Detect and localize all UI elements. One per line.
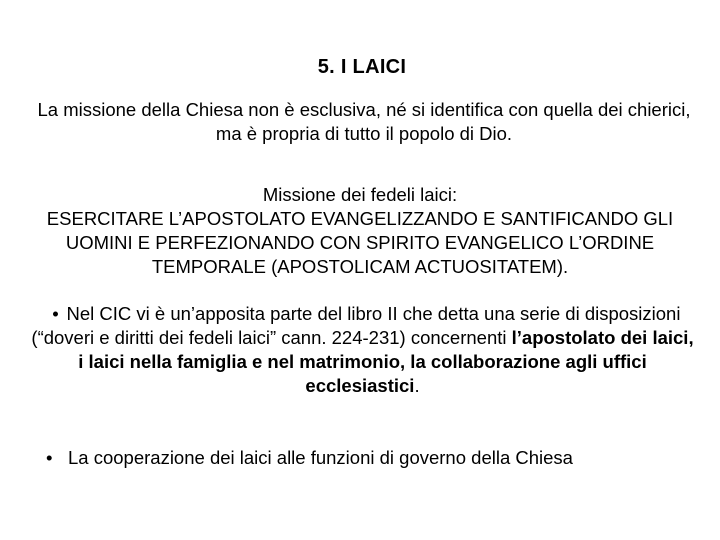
slide-title-text: 5. I LAICI <box>317 56 407 78</box>
bullet-icon: • <box>46 447 53 468</box>
bullet-icon: • <box>52 303 59 324</box>
bullet-cic-end: . <box>414 375 420 396</box>
slide-title <box>0 56 720 79</box>
intro-paragraph: La missione della Chiesa non è esclusiva, né si identifica con quella dei chierici, ma è propria di tutto il popolo di Dio. <box>37 99 691 144</box>
bullet-cic-bold-text: l’apostolato dei laici, i laici nella famiglia e nel matrimonio, la collaborazione agli uffici ecclesiastici <box>78 327 694 396</box>
bullet-cooperation-text: La cooperazione dei laici alle funzioni di governo della Chiesa <box>68 447 573 468</box>
mission-statement: ESERCITARE L’APOSTOLATO EVANGELIZZANDO E SANTIFICANDO GLI UOMINI E PERFEZIONANDO CON SPIRITO EVANGELICO L’ORDINE TEMPORALE (APOSTOLICAM ACTUOSITATEM). <box>46 208 674 277</box>
mission-heading: Missione dei fedeli laici: <box>262 184 458 205</box>
bullet-item-cic <box>30 302 695 398</box>
bullet-cic-text: Nel CIC vi è un’apposita parte del libro II che detta una serie di disposizioni (“doveri e diritti dei fedeli laici” cann. 224-231) concernenti <box>31 303 681 348</box>
bullet-item-cooperation <box>46 446 706 470</box>
